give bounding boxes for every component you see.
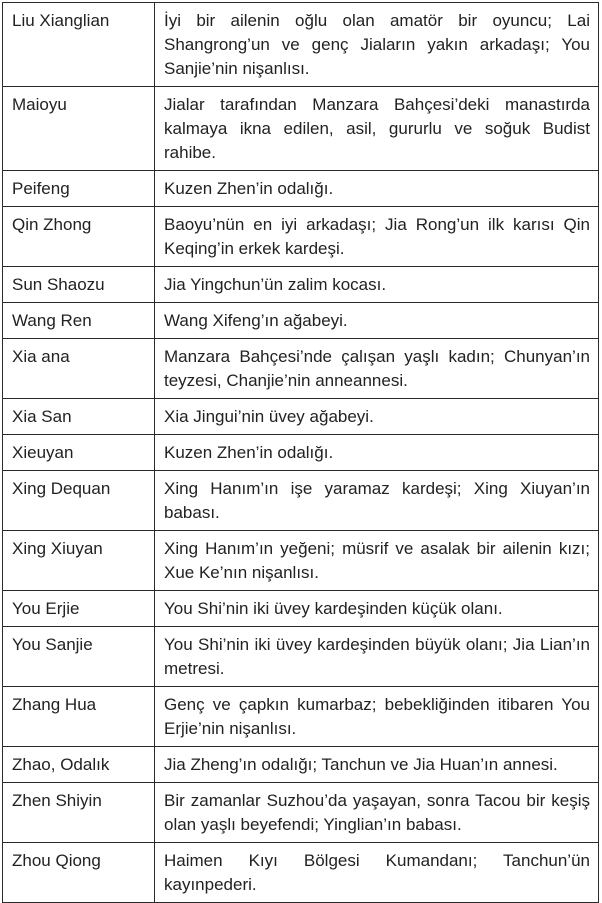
glossary-row bbox=[3, 687, 599, 747]
character-name: Zhen Shiyin bbox=[3, 783, 155, 843]
glossary-row bbox=[3, 3, 599, 87]
character-name: Peifeng bbox=[3, 171, 155, 207]
character-name: You Sanjie bbox=[3, 627, 155, 687]
glossary-row bbox=[3, 399, 599, 435]
character-description: Jia Yingchun’ün zalim kocası. bbox=[155, 267, 599, 303]
character-description: Haimen Kıyı Bölgesi Kumandanı; Tanchun’ün kayınpederi. bbox=[155, 843, 599, 903]
glossary-row bbox=[3, 627, 599, 687]
character-description: Xia Jingui’nin üvey ağabeyi. bbox=[155, 399, 599, 435]
character-description: You Shi’nin iki üvey kardeşinden küçük olanı. bbox=[155, 591, 599, 627]
glossary-row bbox=[3, 171, 599, 207]
character-description: Manzara Bahçesi’nde çalışan yaşlı kadın; Chunyan’ın teyzesi, Chanjie’nin anneannesi. bbox=[155, 339, 599, 399]
character-description: Genç ve çapkın kumarbaz; bebekliğinden itibaren You Erjie’nin nişanlısı. bbox=[155, 687, 599, 747]
character-description: Wang Xifeng’ın ağabeyi. bbox=[155, 303, 599, 339]
character-description: Kuzen Zhen’in odalığı. bbox=[155, 171, 599, 207]
character-description: Baoyu’nün en iyi arkadaşı; Jia Rong’un ilk karısı Qin Keqing’in erkek kardeşi. bbox=[155, 207, 599, 267]
glossary-row bbox=[3, 435, 599, 471]
character-description: Jialar tarafından Manzara Bahçesi’deki manastırda kalmaya ikna edilen, asil, gururlu ve soğuk Budist rahibe. bbox=[155, 87, 599, 171]
glossary-row bbox=[3, 591, 599, 627]
character-description: Xing Hanım’ın yeğeni; müsrif ve asalak bir ailenin kızı; Xue Ke’nın nişanlısı. bbox=[155, 531, 599, 591]
character-description: Bir zamanlar Suzhou’da yaşayan, sonra Tacou bir keşiş olan yaşlı beyefendi; Yinglian’ın babası. bbox=[155, 783, 599, 843]
glossary-row bbox=[3, 303, 599, 339]
character-description: Jia Zheng’ın odalığı; Tanchun ve Jia Huan’ın annesi. bbox=[155, 747, 599, 783]
character-description: You Shi’nin iki üvey kardeşinden büyük olanı; Jia Lian’ın metresi. bbox=[155, 627, 599, 687]
glossary-row bbox=[3, 783, 599, 843]
character-description: Kuzen Zhen’in odalığı. bbox=[155, 435, 599, 471]
character-name: Zhao, Odalık bbox=[3, 747, 155, 783]
character-description: Xing Hanım’ın işe yaramaz kardeşi; Xing Xiuyan’ın babası. bbox=[155, 471, 599, 531]
character-name: Xia San bbox=[3, 399, 155, 435]
glossary-row bbox=[3, 747, 599, 783]
character-name: Xing Xiuyan bbox=[3, 531, 155, 591]
glossary-row bbox=[3, 843, 599, 903]
character-name: Wang Ren bbox=[3, 303, 155, 339]
character-name: Qin Zhong bbox=[3, 207, 155, 267]
glossary-row bbox=[3, 207, 599, 267]
glossary-row bbox=[3, 471, 599, 531]
character-name: Liu Xianglian bbox=[3, 3, 155, 87]
glossary-body bbox=[3, 3, 599, 903]
character-name: Sun Shaozu bbox=[3, 267, 155, 303]
character-name: Maioyu bbox=[3, 87, 155, 171]
character-glossary-table bbox=[2, 2, 599, 903]
glossary-row bbox=[3, 87, 599, 171]
character-name: Xia ana bbox=[3, 339, 155, 399]
glossary-row bbox=[3, 267, 599, 303]
character-name: Zhang Hua bbox=[3, 687, 155, 747]
character-name: Xieuyan bbox=[3, 435, 155, 471]
glossary-row bbox=[3, 339, 599, 399]
character-name: Zhou Qiong bbox=[3, 843, 155, 903]
character-name: Xing Dequan bbox=[3, 471, 155, 531]
character-description: İyi bir ailenin oğlu olan amatör bir oyuncu; Lai Shangrong’un ve genç Jiaların yakın arkadaşı; You Sanjie’nin nişanlısı. bbox=[155, 3, 599, 87]
glossary-row bbox=[3, 531, 599, 591]
character-name: You Erjie bbox=[3, 591, 155, 627]
